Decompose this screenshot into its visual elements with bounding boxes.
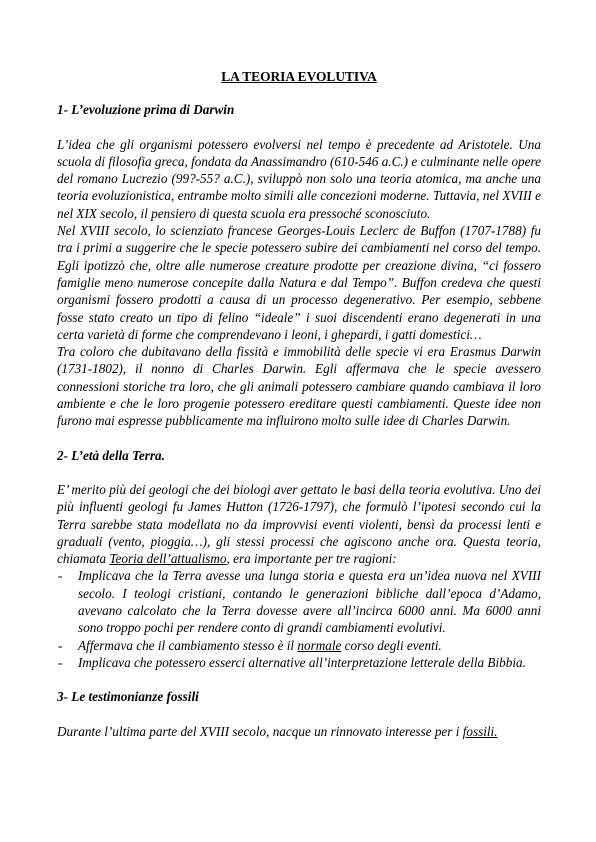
- reason-2-text-end: corso degli eventi.: [341, 637, 442, 653]
- fossils-term: fossili.: [462, 723, 498, 739]
- spacer: [57, 430, 541, 447]
- theory-term: Teoria dell’attualismo: [109, 551, 227, 567]
- section-2-text: E’ merito più dei geologi che dei biologi aver gettato le basi della teoria evolutiva. Uno dei più influenti geologi fu James Hutton (1726-1797), che formulò l’ipotesi secondo cui la Terra sarebbe stata modellata no da improvvisi eventi violenti, bensì da processi lenti e graduali (vento, pioggia…), gli stessi processi che agiscono anche ora. Questa teoria, chiamata: [57, 481, 541, 567]
- reason-item-1: - Implicava che la Terra avesse una lunga storia e questa era un’idea nuova nel XVIII secolo. I teologi cristiani, contando le generazioni bibliche dall’epoca d’Adamo, avevano calcolato che la Terra dovesse avere all’incirca 6000 anni. Ma 6000 anni sono troppo pochi per rendere conto di grandi cambiamenti evolutivi.: [57, 567, 541, 636]
- section-2-heading: 2- L’età della Terra.: [57, 447, 165, 463]
- section-2-paragraph-1: [57, 481, 541, 567]
- document-title: LA TEORIA EVOLUTIVA: [221, 69, 377, 84]
- spacer: [57, 671, 541, 688]
- section-1-paragraph-3: Tra coloro che dubitavano della fissità e immobilità delle specie vi era Erasmus Darwin (1731-1802), il nonno di Charles Darwin. Egli affermava che le specie avessero connessioni storiche tra loro, che gli animali potessero cambiare quando cambiava il loro ambiente e che le loro progenie potessero ereditare questi cambiamenti. Queste idee non furono mai espresse pubblicamente ma influirono molto sulle idee di Charles Darwin.: [57, 344, 541, 429]
- reasons-list: [57, 567, 541, 671]
- document-page: [57, 68, 541, 740]
- section-3-heading: 3- Le testimonianze fossili: [57, 689, 199, 705]
- reason-item-2: [57, 637, 541, 654]
- section-2-text-end: , era importante per tre ragioni:: [226, 551, 397, 567]
- normal-term: normale: [297, 637, 342, 653]
- section-1-paragraph-1: L’idea che gli organismi potessero evolversi nel tempo è precedente ad Aristotele. Una scuola di filosofia greca, fondata da Anassimandro (610-546 a.C.) e culminante nelle opere del romano Lucrezio (99?-55? a.C.), sviluppò non solo una teoria atomica, ma anche una teoria evoluzionistica, entrambe molto simili alle concezioni moderne. Tuttavia, nel XVIII e nel XIX secolo, il pensiero di questa scuola era pressoché sconosciuto.: [57, 136, 541, 221]
- section-3-text: Durante l’ultima parte del XVIII secolo, nacque un rinnovato interesse per i: [57, 723, 463, 739]
- reason-2-text: Affermava che il cambiamento stesso è il: [78, 637, 298, 653]
- section-1-heading: 1- L’evoluzione prima di Darwin: [57, 102, 235, 118]
- section-3-paragraph-1: [57, 723, 541, 740]
- section-1-paragraph-2: Nel XVIII secolo, lo scienziato francese Georges-Louis Leclerc de Buffon (1707-1788) fu tra i primi a suggerire che le specie potessero subire dei cambiamenti nel corso del tempo. Egli ipotizzò che, oltre alle numerose creature prodotte per creazione divina, “ci fossero famiglie meno numerose concepite dalla Natura e dal Tempo”. Buffon credeva che questi organismi fossero prodotti a causa di un processo degenerativo. Per esempio, sebbene fosse stato creato un tipo di felino “ideale” i suoi discendenti erano degenerati in una certa varietà di forme che comprendevano i leoni, i ghepardi, i gatti domestici…: [57, 223, 541, 342]
- reason-item-3: - Implicava che potessero esserci alternative all’interpretazione letterale della Bibbia.: [57, 654, 541, 671]
